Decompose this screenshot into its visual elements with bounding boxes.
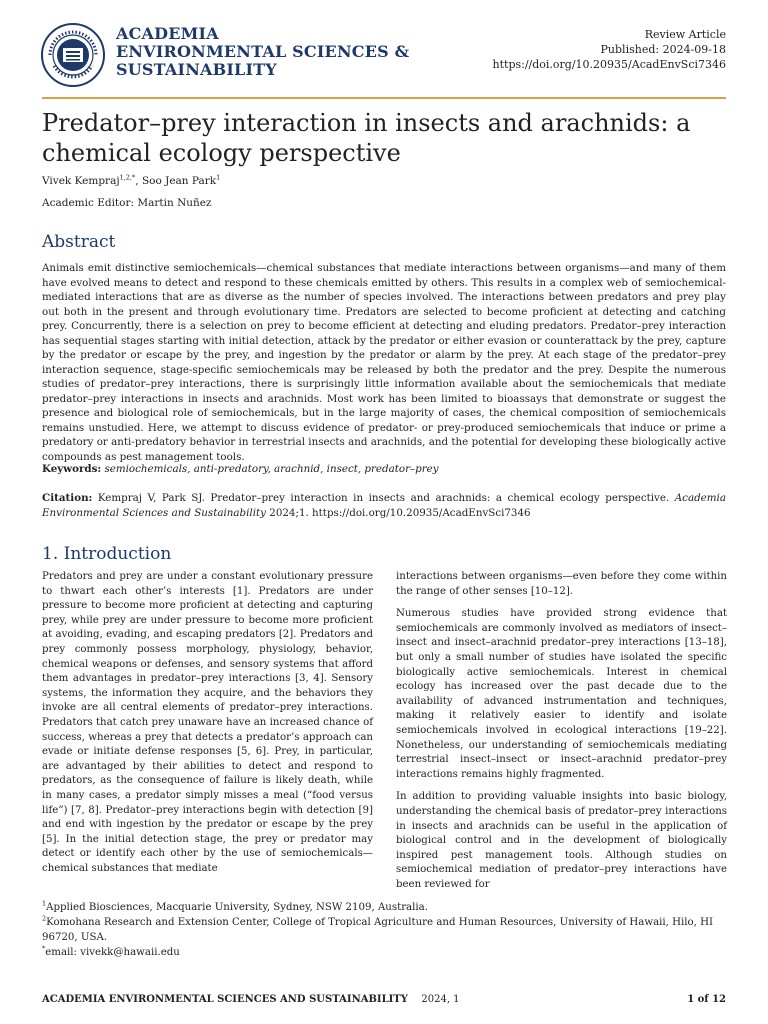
- keywords: [42, 463, 726, 475]
- keywords-list: semiochemicals, anti-predatory, arachnid, insect, predator–prey: [104, 463, 439, 475]
- paragraph: interactions between organisms—even before they come within the range of other senses [10–12].: [396, 571, 727, 597]
- header-divider: [42, 97, 726, 99]
- journal-name-line-1: ACADEMIA: [116, 24, 219, 43]
- author-affiliation-marker: 1: [216, 173, 221, 182]
- footnote-affiliation-1: [42, 900, 732, 915]
- right-column: [396, 570, 727, 900]
- author-name: Soo Jean Park: [141, 175, 217, 187]
- paragraph: In addition to providing valuable insights into basic biology, understanding the chemical basis of predator–prey interactions in insects and arachnids can be useful in the application of biological control and in the development of biologically inspired pest management tools. Although studies on semiochemical mediation of predator–prey interactions have been reviewed for: [396, 791, 727, 890]
- introduction-heading: 1. Introduction: [42, 544, 172, 564]
- footnote-marker: 2: [42, 914, 47, 923]
- footnote-marker: *: [42, 944, 46, 953]
- footnote-marker: 1: [42, 899, 47, 908]
- published-date: Published: 2024-09-18: [600, 43, 726, 56]
- footnote-text[interactable]: email: vivekk@hawaii.edu: [45, 947, 180, 958]
- citation-label: Citation:: [42, 492, 93, 504]
- page-number: 1 of 12: [687, 994, 726, 1005]
- journal-name-line-3: SUSTAINABILITY: [116, 60, 277, 79]
- author-separator: ,: [135, 175, 142, 187]
- citation-tail[interactable]: 2024;1. https://doi.org/10.20935/AcadEnvSci7346: [269, 507, 531, 519]
- citation: [42, 491, 726, 521]
- footer-journal: ACADEMIA ENVIRONMENTAL SCIENCES AND SUSTAINABILITY: [42, 994, 408, 1005]
- keywords-label: Keywords:: [42, 463, 102, 475]
- footnote-affiliation-2: [42, 915, 732, 945]
- journal-name: [116, 25, 409, 79]
- academic-editor: Academic Editor: Martin Nuñez: [42, 197, 212, 209]
- journal-name-line-2: ENVIRONMENTAL SCIENCES &: [116, 42, 410, 61]
- citation-journal: Academia Environmental Sciences and Sustainability: [42, 492, 726, 519]
- footnote-text: Komohana Research and Extension Center, College of Tropical Agriculture and Human Resources, University of Hawaii, Hilo, HI 96720, USA.: [42, 917, 714, 943]
- doi-link[interactable]: https://doi.org/10.20935/AcadEnvSci7346: [492, 58, 726, 71]
- abstract-body: Animals emit distinctive semiochemicals—chemical substances that mediate interactions between organisms—and many of them have evolved means to detect and respond to these chemicals emitted by others. This results in a complex web of semiochemical-mediated interactions that are as diverse as the number of species involved. The interactions between predators and prey play out both in the present and through evolutionary time. Predators are selected to become proficient at detecting and catching prey. Concurrently, there is a selection on prey to become efficient at detecting and eluding predators. Predator–prey interaction has sequential stages starting with initial detection, attack by the predator or either evasion or counterattack by the prey, capture by the predator or escape by the prey, and ingestion by the predator or alarm by the prey. At each stage of the predator–prey interaction sequence, stage-specific semiochemicals may be released by both the predator and the prey. Despite the numerous studies of predator–prey interactions, there is surprisingly little information available about the semiochemicals that mediate predator–prey interactions in insects and arachnids. Most work has been limited to bioassays that demonstrate or suggest the presence and biological role of semiochemicals, but in the large majority of cases, the chemical composition of semiochemicals remains unstudied. Here, we attempt to discuss evidence of predator- or prey-produced semiochemicals that induce or prime a predatory or anti-predatory behavior in terrestrial insects and arachnids, and the potential for developing these biologically active compounds as pest management tools.: [42, 262, 726, 463]
- author-list: [42, 175, 220, 187]
- article-title: Predator–prey interaction in insects and arachnids: a chemical ecology perspective: [42, 109, 691, 167]
- page-footer: [42, 994, 726, 1005]
- footnote-text: Applied Biosciences, Macquarie University, Sydney, NSW 2109, Australia.: [46, 902, 428, 913]
- journal-logo-icon: [40, 22, 106, 88]
- left-column: [42, 570, 373, 884]
- abstract-heading: Abstract: [42, 232, 116, 252]
- author-affiliation-marker: 1,2,*: [119, 173, 136, 182]
- author-name: Vivek Kempraj: [42, 175, 120, 187]
- article-type: Review Article: [644, 28, 726, 41]
- footer-volume: 2024, 1: [421, 994, 460, 1005]
- paragraph: Numerous studies have provided strong evidence that semiochemicals are commonly involved as mediators of insect–insect and insect–arachnid predator–prey interactions [13–18], but only a small number of studies have isolated the specific biologically active semiochemicals. Interest in chemical ecology has increased over the past decade due to the availability of advanced instrumentation and techniques, making it relatively easier to identify and isolate semiochemicals involved in ecological interactions [19–22]. Nonetheless, our understanding of semiochemicals mediating terrestrial insect–insect or insect–arachnid predator–prey interactions remains highly fragmented.: [396, 608, 727, 780]
- footnotes: [42, 900, 732, 960]
- citation-text: Kempraj V, Park SJ. Predator–prey interaction in insects and arachnids: a chemical ecology perspective.: [97, 492, 670, 504]
- footnote-email: [42, 945, 732, 960]
- paragraph: Predators and prey are under a constant evolutionary pressure to thwart each other’s interests [1]. Predators are under pressure to become more proficient at detecting and capturing prey, while prey are under pressure to become more proficient at avoiding, evading, and escaping predators [2]. Predators and prey commonly possess morphology, physiology, behavior, chemical weapons or defenses, and sensory systems that afford them advantages in predator–prey interactions [3, 4]. Sensory systems, the information they acquire, and the behaviors they invoke are all central elements of predator–prey interactions. Predators that catch prey unaware have an increased chance of success, whereas a prey that detects a predator’s approach can evade or initiate defense responses [5, 6]. Prey, in particular, are advantaged by their abilities to detect and respond to predators, as the consequence of failure is likely death, while in many cases, a predator simply misses a meal (“food versus life”) [7, 8]. Predator–prey interactions begin with detection [9] and end with ingestion by the predator or escape by the prey [5]. In the initial detection stage, the prey or predator may detect or identify each other by the use of semiochemicals—chemical substances that mediate: [42, 571, 373, 874]
- article-meta: [493, 27, 726, 72]
- page-header: [0, 0, 768, 96]
